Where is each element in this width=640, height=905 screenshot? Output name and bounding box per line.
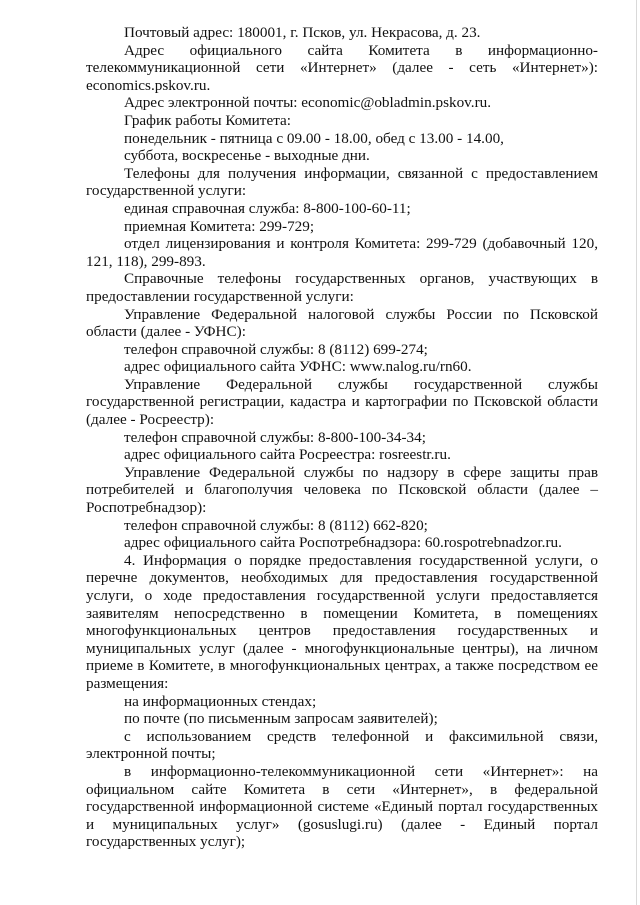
- paragraph: в информационно-телекоммуникационной сети «Интернет»: на официальном сайте Комитета в сети «Интернет», в федеральной государственной информационной системе «Единый портал государственных и муниципальных услуг» (gosuslugi.ru) (далее - Единый портал государственных услуг);: [86, 762, 598, 851]
- paragraph: Адрес официального сайта Комитета в информационно-телекоммуникационной сети «Интернет» (далее - сеть «Интернет»): economics.pskov.ru.: [86, 41, 598, 94]
- paragraph: Управление Федеральной службы по надзору в сфере защиты прав потребителей и благополучия человека по Псковской области (далее – Роспотребнадзор):: [86, 463, 598, 517]
- document-body: [86, 24, 598, 851]
- scan-edge-line: [636, 0, 637, 905]
- paragraph: на информационных стендах;: [124, 692, 317, 710]
- paragraph: Справочные телефоны государственных органов, участвующих в предоставлении государственной услуги:: [86, 270, 598, 305]
- paragraph: Управление Федеральной службы государственной службы государственной регистрации, кадастра и картографии по Псковской области (далее - Росреестр):: [86, 375, 598, 429]
- paragraph: отдел лицензирования и контроля Комитета: 299-729 (добавочный 120, 121, 118), 299-893.: [86, 235, 598, 270]
- paragraph: суббота, воскресенье - выходные дни.: [124, 147, 370, 165]
- paragraph: единая справочная служба: 8-800-100-60-11;: [124, 199, 411, 217]
- paragraph: с использованием средств телефонной и факсимильной связи, электронной почты;: [86, 727, 598, 763]
- paragraph: телефон справочной службы: 8 (8112) 662-820;: [124, 516, 428, 534]
- paragraph: Телефоны для получения информации, связанной с предоставлением государственной услуги:: [86, 164, 598, 200]
- paragraph: телефон справочной службы: 8 (8112) 699-274;: [124, 340, 428, 358]
- paragraph: адрес официального сайта Роспотребнадзора: 60.rospotrebnadzor.ru.: [124, 534, 562, 552]
- paragraph: по почте (по письменным запросам заявителей);: [124, 710, 438, 728]
- paragraph: телефон справочной службы: 8-800-100-34-34;: [124, 428, 426, 446]
- paragraph: Почтовый адрес: 180001, г. Псков, ул. Некрасова, д. 23.: [124, 24, 481, 41]
- paragraph: приемная Комитета: 299-729;: [124, 217, 315, 235]
- paragraph: График работы Комитета:: [124, 111, 291, 129]
- paragraph: понедельник - пятница с 09.00 - 18.00, обед с 13.00 - 14.00,: [124, 129, 504, 147]
- paragraph: Управление Федеральной налоговой службы России по Псковской области (далее - УФНС):: [86, 305, 598, 341]
- paragraph: 4. Информация о порядке предоставления государственной услуги, о перечне документов, необходимых для предоставления государственной услуги, о ходе предоставления государственной услуги предоставляется заявителям непосредственно в помещении Комитета, в помещениях многофункциональных центров предоставления государственных и муниципальных услуг (далее - многофункциональные центры), на личном приеме в Комитете, в многофункциональных центрах, а также посредством ее размещения:: [86, 551, 598, 692]
- paragraph: Адрес электронной почты: economic@obladmin.pskov.ru.: [124, 94, 492, 112]
- paragraph: адрес официального сайта Росреестра: rosreestr.ru.: [124, 446, 451, 464]
- paragraph: адрес официального сайта УФНС: www.nalog.ru/rn60.: [124, 358, 472, 376]
